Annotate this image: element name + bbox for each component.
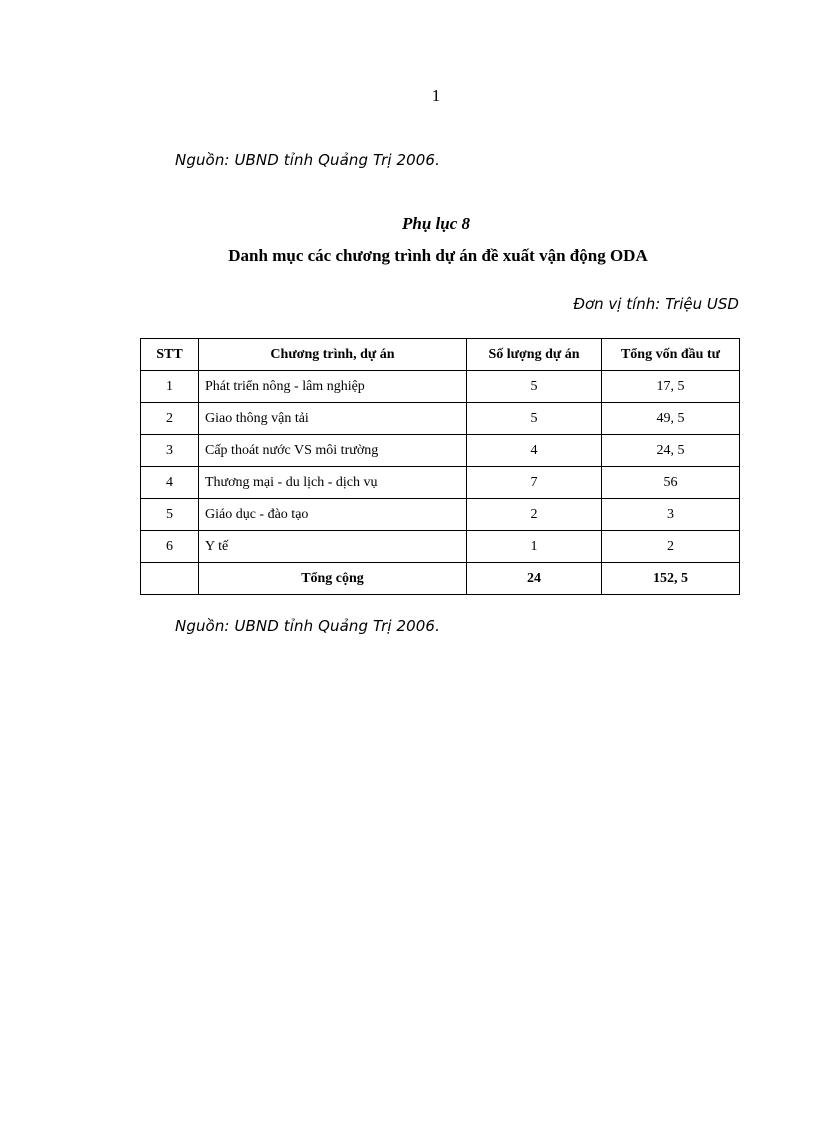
total-capital: 152, 5	[602, 563, 740, 595]
table-total-row	[141, 563, 740, 595]
header-program: Chương trình, dự án	[199, 339, 467, 371]
cell-program: Y tế	[199, 531, 467, 563]
cell-stt: 4	[141, 467, 199, 499]
total-label: Tổng cộng	[199, 563, 467, 595]
cell-program: Thương mại - du lịch - dịch vụ	[199, 467, 467, 499]
cell-program: Cấp thoát nước VS môi trường	[199, 435, 467, 467]
table-header-row	[141, 339, 740, 371]
cell-project-count: 7	[467, 467, 602, 499]
cell-stt: 5	[141, 499, 199, 531]
cell-project-count: 2	[467, 499, 602, 531]
cell-stt: 2	[141, 403, 199, 435]
header-project-count: Số lượng dự án	[467, 339, 602, 371]
cell-program: Phát triển nông - lâm nghiệp	[199, 371, 467, 403]
cell-project-count: 1	[467, 531, 602, 563]
cell-total-capital: 56	[602, 467, 740, 499]
document-title: Danh mục các chương trình dự án đề xuất vận động ODA	[228, 246, 648, 265]
table-row	[141, 467, 740, 499]
table-row	[141, 371, 740, 403]
cell-total-capital: 17, 5	[602, 371, 740, 403]
total-cell-stt	[141, 563, 199, 595]
cell-stt: 6	[141, 531, 199, 563]
table-row	[141, 435, 740, 467]
table-row	[141, 403, 740, 435]
source-note-bottom: Nguồn: UBND tỉnh Quảng Trị 2006.	[175, 617, 440, 635]
unit-label: Đơn vị tính: Triệu USD	[573, 295, 739, 313]
cell-project-count: 5	[467, 371, 602, 403]
cell-program: Giao thông vận tải	[199, 403, 467, 435]
cell-project-count: 5	[467, 403, 602, 435]
cell-total-capital: 2	[602, 531, 740, 563]
page-number: 1	[431, 86, 441, 105]
cell-total-capital: 24, 5	[602, 435, 740, 467]
cell-stt: 1	[141, 371, 199, 403]
cell-program: Giáo dục - đào tạo	[199, 499, 467, 531]
appendix-title: Phụ lục 8	[401, 214, 471, 233]
source-note-top: Nguồn: UBND tỉnh Quảng Trị 2006.	[175, 151, 440, 169]
table-row	[141, 531, 740, 563]
oda-projects-table	[140, 338, 740, 595]
cell-total-capital: 49, 5	[602, 403, 740, 435]
header-stt: STT	[141, 339, 199, 371]
cell-stt: 3	[141, 435, 199, 467]
cell-project-count: 4	[467, 435, 602, 467]
header-total-capital: Tổng vốn đầu tư	[602, 339, 740, 371]
total-project-count: 24	[467, 563, 602, 595]
table-row	[141, 499, 740, 531]
cell-total-capital: 3	[602, 499, 740, 531]
